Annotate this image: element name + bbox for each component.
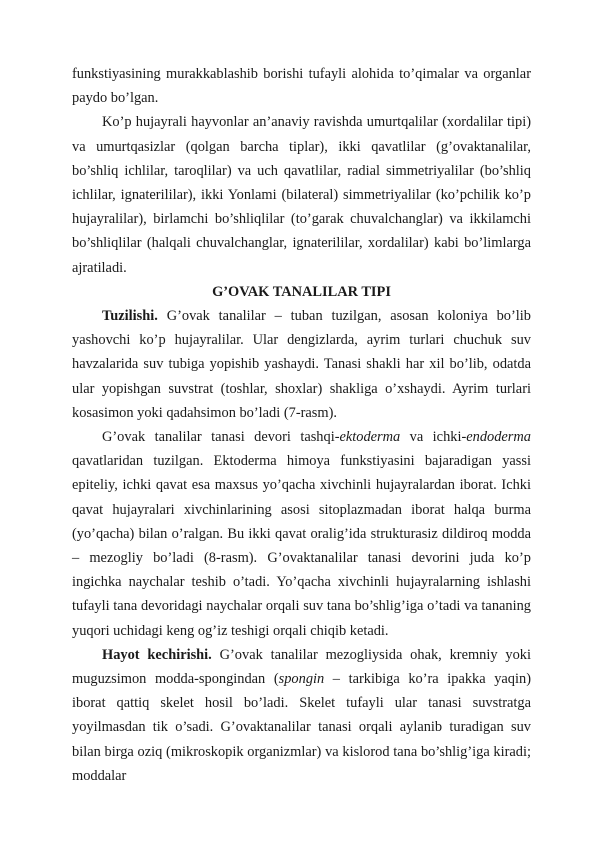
paragraph-lifestyle <box>72 643 531 788</box>
term-endoderma: endoderma <box>466 429 531 446</box>
term-ektoderma: ektoderma <box>339 429 401 446</box>
lifestyle-text-b: – tarkibiga ko’ra ipakka yaqin) iborat qattiq skelet hosil bo’ladi. Skelet tufayli ular tanasi suvstratga yoyilmasdan tik o’sadi. G’ovaktanalilar tanasi orqali aylanib turadigan suv bilan birga oziq (mikroskopik organizmlar) va kislorod tana bo’shlig’iga kiradi; moddalar <box>72 671 531 784</box>
paragraph-structure <box>72 304 531 425</box>
layers-text-c: qavatlaridan tuzilgan. Ektoderma himoya funkstiyasini bajaradigan yassi epiteliy, ichki qavat esa maxsus yo’qacha xivchinli hujayralardan iborat. Ichki qavat hujayralari xivchinlarining asosi sitoplazmadan iborat halqa burma (yo’qacha) bilan o’ralgan. Bu ikki qavat oralig’ida strukturasiz dildiroq modda – mezogliy bo’ladi (8-rasm). G’ovaktanalilar tanasi devorini juda ko’p ingichka naychalar teshib o’tadi. Yo’qacha xivchinli hujayralarning ishlashi tufayli tana devoridagi naychalar orqali suv tana bo’shlig’iga o’tadi va tananing yuqori uchidagi keng og’iz teshigi orqali chiqib ketadi. <box>72 453 531 639</box>
layers-text-a: G’ovak tanalilar tanasi devori tashqi- <box>102 429 340 446</box>
lifestyle-text-a: G’ovak tanalilar mezogliysida ohak, kremniy yoki muguzsimon modda-spongindan ( <box>72 646 531 688</box>
section-heading: G’OVAK TANALILAR TIPI <box>212 283 391 300</box>
structure-lead: Tuzilishi. <box>102 308 158 325</box>
paragraph-2: Ko’p hujayrali hayvonlar an’anaviy ravishda umurtqalilar (xordalilar tipi) va umurtqasizlar (qolgan barcha tiplar), ikki qavatlilar (g’ovaktanalilar, bo’shliq ichlilar, taroqlilar) va uch qavatlilar, radial simmetriyalilar (bo’shliq ichlilar, ignaterililar), ikki Yonlami (bilateral) simmetriyalilar (ko’pchilik ko’p hujayralilar), birlamchi bo’shliqlilar (to’garak chuvalchanglar) va ikkilamchi bo’shliqlilar (halqali chuvalchanglar, ignaterililar, xordalilar) kabi bo’limlarga ajratiladi. <box>72 114 531 276</box>
document-page <box>72 62 531 788</box>
term-spongin: spongin <box>278 671 325 688</box>
layers-text-b: va ichki- <box>400 429 467 446</box>
lifestyle-lead: Hayot kechirishi. <box>102 646 212 663</box>
paragraph-1: funkstiyasining murakkablashib borishi tufayli alohida to’qimalar va organlar paydo bo’lgan. <box>72 66 531 107</box>
structure-text: G’ovak tanalilar – tuban tuzilgan, asosan koloniya bo’lib yashovchi ko’p hujayralilar. Ular dengizlarda, ayrim turlari chuchuk suv havzalarida suv tubiga yopishib yashaydi. Tanasi shakli har xil bo’lib, odatda ular yopishgan suvstrat (toshlar, shoxlar) shakliga o’xshaydi. Ayrim turlari kosasimon yoki qadahsimon bo’ladi (7-rasm). <box>72 308 531 421</box>
paragraph-layers <box>72 425 531 643</box>
